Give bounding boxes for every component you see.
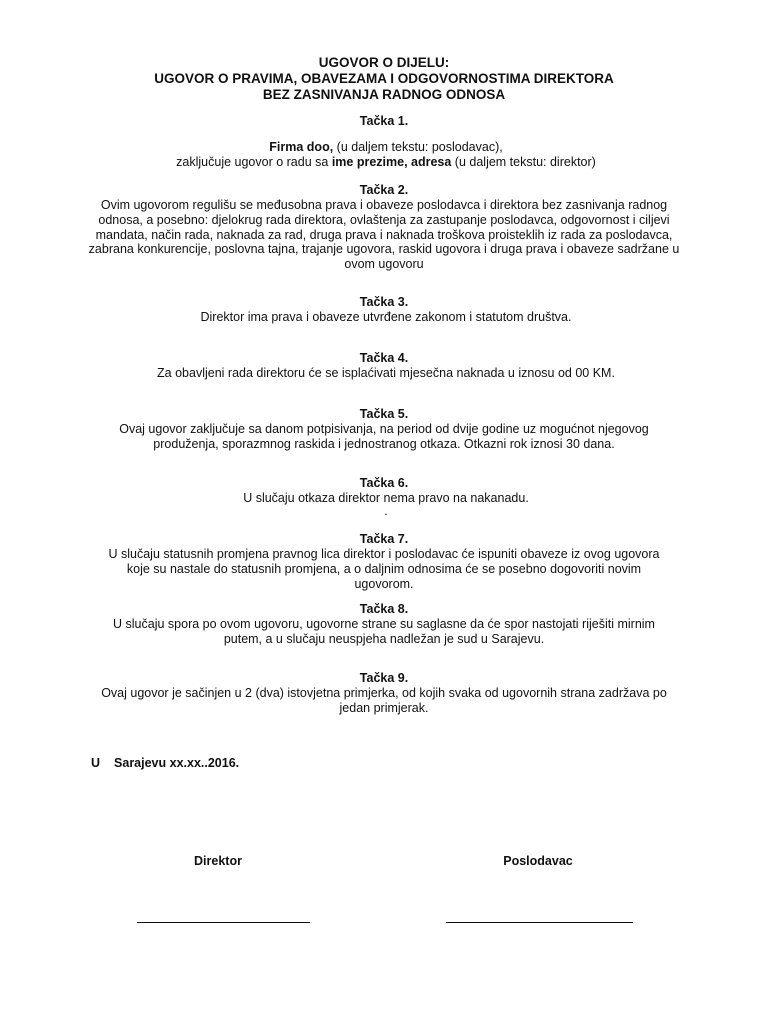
section-3-title: Tačka 3. xyxy=(359,295,409,309)
section-4-text: Za obavljeni rada direktoru će se isplaćivati mjesečna naknada u iznosu od 00 KM. xyxy=(157,366,615,380)
section-9-title: Tačka 9. xyxy=(359,671,409,685)
employer-name: Firma doo, xyxy=(269,140,334,154)
section-7-title: Tačka 7. xyxy=(359,532,409,546)
section-5-title: Tačka 5. xyxy=(359,407,409,421)
section-2-text: Ovim ugovorom regulišu se međusobna prava i obaveze poslodavca i direktora bez zasnivanja radnog odnosa, a posebno: djelokrug rada direktora, ovlaštenja za zastupanje poslodavca, odgovornost i ciljevi mandata, način rada, naknada za rad, druga prava i naknada troškova proisteklih iz rada za poslodavca, zabrana konkurencije, poslovna tajna, trajanje ugovora, raskid ugovora i druga prava i obaveze sadržane u ovom ugovoru xyxy=(88,198,680,272)
signature-line-director xyxy=(137,922,310,923)
place-date xyxy=(91,756,239,771)
section-3-text: Direktor ima prava i obaveze utvrđene zakonom i statutom društva. xyxy=(200,310,572,324)
signature-label-director: Direktor xyxy=(194,854,242,868)
contract-clause-start: zaključuje ugovor o radu sa xyxy=(176,154,332,169)
place-prefix: U xyxy=(91,756,101,770)
document-title-line-2: UGOVOR O PRAVIMA, OBAVEZAMA I ODGOVORNOSTIMA DIREKTORA xyxy=(154,71,614,86)
section-6-title: Tačka 6. xyxy=(359,476,409,490)
document-title-line-3: BEZ ZASNIVANJA RADNOG ODNOSA xyxy=(262,87,506,102)
section-9-text: Ovaj ugovor je sačinjen u 2 (dva) istovjetna primjerka, od kojih svaka od ugovornih strana zadržava po jedan primjerak. xyxy=(101,686,667,715)
section-1-title: Tačka 1. xyxy=(359,114,409,128)
section-7-text: U slučaju statusnih promjena pravnog lica direktor i poslodavac će ispuniti obaveze iz ovog ugovora koje su nastale do statusnih promjena, a o daljnim odnosima će se posebno dogovoriti novim ugovorom. xyxy=(108,547,660,591)
section-8-title: Tačka 8. xyxy=(359,602,409,616)
signature-line-employer xyxy=(446,922,633,923)
signature-label-employer: Poslodavac xyxy=(503,854,573,868)
section-1-body xyxy=(80,140,692,170)
section-8-text: U slučaju spora po ovom ugovoru, ugovorne strane su saglasne da će spor nastojati riješiti mirnim putem, a u slučaju neuspjeha nadležan je sud u Sarajevu. xyxy=(113,617,655,646)
section-5-text: Ovaj ugovor zaključuje sa danom potpisivanja, na period od dvije godine uz mogućnot njegovog produženja, sporazmnog raskida i jednostranog otkaza. Otkazni rok iznosi 30 dana. xyxy=(119,422,649,451)
section-4-title: Tačka 4. xyxy=(359,351,409,365)
document-title-line-1: UGOVOR O DIJELU: xyxy=(318,55,450,70)
section-2-title: Tačka 2. xyxy=(359,183,409,197)
place-date-text: Sarajevu xx.xx..2016. xyxy=(114,756,240,770)
section-6-extra: . xyxy=(384,504,388,518)
director-designation: (u daljem tekstu: direktor) xyxy=(451,154,596,169)
employer-designation: (u daljem tekstu: poslodavac), xyxy=(333,140,503,154)
section-6-text: U slučaju otkaza direktor nema pravo na nakanadu. xyxy=(243,491,529,505)
section-1-line-1 xyxy=(80,140,692,155)
director-identity: ime prezime, adresa xyxy=(331,154,452,169)
section-1-line-2 xyxy=(80,155,692,170)
